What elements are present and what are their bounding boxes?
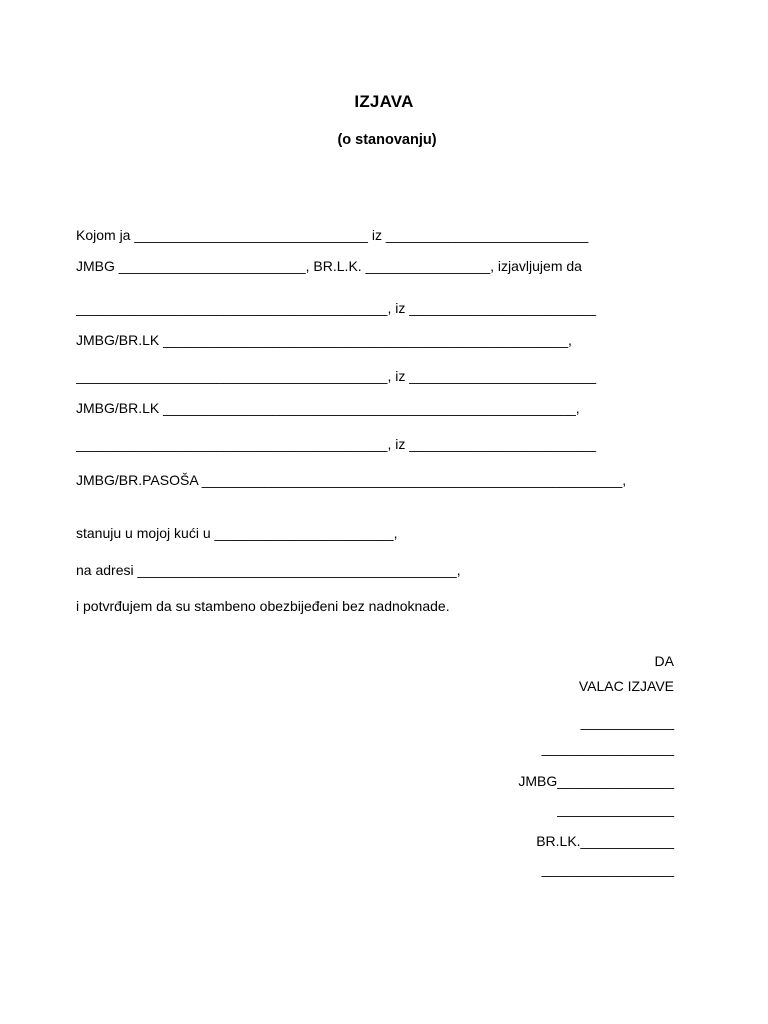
document-subtitle: (o stanovanju) — [337, 132, 437, 148]
document-title: IZJAVA — [354, 92, 414, 111]
signature-line-4: _________________ — [541, 861, 674, 877]
resident-3-name-line: ________________________________________, iz ________________________ — [76, 436, 597, 452]
signature-valac-label: VALAC IZJAVE — [578, 678, 674, 694]
declarant-id-line: JMBG ________________________, BR.L.K. ________________, izjavljujem da — [76, 258, 582, 274]
confirmation-statement: i potvrđujem da su stambeno obezbijeđeni bez nadnoknade. — [76, 598, 450, 614]
signature-jmbg-field: JMBG_______________ — [518, 773, 674, 789]
signature-da-label: DA — [654, 653, 674, 669]
resident-2-name-line: ________________________________________, iz ________________________ — [76, 368, 597, 384]
house-location-line: stanuju u mojoj kući u _______________________, — [76, 525, 398, 541]
signature-line-3: _______________ — [557, 801, 674, 817]
resident-3-passport-line: JMBG/BR.PASOŠA ______________________________________________________, — [76, 472, 627, 488]
signature-line-2: _________________ — [541, 740, 674, 756]
signature-brlk-field: BR.LK.____________ — [536, 833, 674, 849]
resident-1-id-line: JMBG/BR.LK ____________________________________________________, — [76, 332, 572, 348]
resident-2-id-line: JMBG/BR.LK _____________________________________________________, — [76, 400, 580, 416]
address-line: na adresi _________________________________________, — [76, 562, 461, 578]
resident-1-name-line: ________________________________________, iz ________________________ — [76, 300, 597, 316]
signature-line-1: ____________ — [580, 714, 674, 730]
declarant-name-line: Kojom ja ______________________________ iz __________________________ — [76, 227, 589, 243]
